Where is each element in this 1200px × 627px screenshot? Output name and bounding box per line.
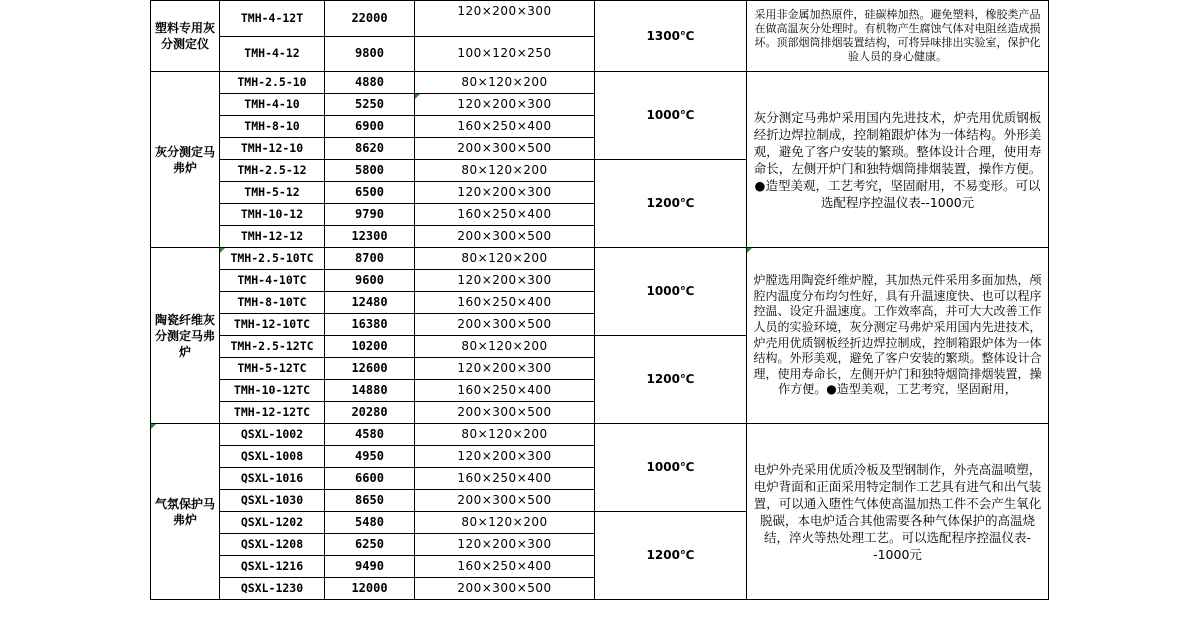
price-cell: 12480 bbox=[325, 292, 415, 314]
size-cell: 200×300×500 bbox=[415, 490, 595, 512]
size-cell: 80×120×200 bbox=[415, 248, 595, 270]
model-cell: TMH-2.5-10 bbox=[220, 72, 325, 94]
model-cell: QSXL-1002 bbox=[220, 424, 325, 446]
size-cell: 160×250×400 bbox=[415, 204, 595, 226]
size-cell: 120×200×300 bbox=[415, 182, 595, 204]
table-row bbox=[151, 1, 1049, 37]
size-cell: 120×200×300 bbox=[415, 1, 595, 37]
price-cell: 9490 bbox=[325, 556, 415, 578]
model-cell: QSXL-1016 bbox=[220, 468, 325, 490]
size-cell: 80×120×200 bbox=[415, 512, 595, 534]
price-cell: 22000 bbox=[325, 1, 415, 37]
category-cell: 陶瓷纤维灰分测定马弗炉 bbox=[151, 248, 220, 424]
price-cell: 5800 bbox=[325, 160, 415, 182]
size-cell: 120×200×300 bbox=[415, 446, 595, 468]
model-cell: TMH-12-12 bbox=[220, 226, 325, 248]
model-cell: QSXL-1216 bbox=[220, 556, 325, 578]
size-cell: 80×120×200 bbox=[415, 160, 595, 182]
size-cell: 200×300×500 bbox=[415, 402, 595, 424]
price-cell: 8700 bbox=[325, 248, 415, 270]
price-table-body bbox=[151, 1, 1049, 600]
price-cell: 6250 bbox=[325, 534, 415, 556]
temperature-cell: 1200℃ bbox=[595, 512, 747, 600]
model-cell: TMH-4-10TC bbox=[220, 270, 325, 292]
price-cell: 8650 bbox=[325, 490, 415, 512]
model-cell: TMH-4-10 bbox=[220, 94, 325, 116]
temperature-cell: 1200℃ bbox=[595, 160, 747, 248]
price-cell: 12000 bbox=[325, 578, 415, 600]
description-cell: 电炉外壳采用优质冷板及型钢制作，外壳高温喷塑，电炉背面和正面采用特定制作工艺具有进气和出气装置，可以通入堕性气体使高温加热工件不会产生氧化脱碳，本电炉适合其他需要各种气体保护的高温烧结，淬火等热处理工艺。可以选配程序控温仪表--1000元 bbox=[747, 424, 1049, 600]
price-cell: 8620 bbox=[325, 138, 415, 160]
price-cell: 12300 bbox=[325, 226, 415, 248]
temperature-cell: 1000℃ bbox=[595, 424, 747, 512]
price-cell: 9790 bbox=[325, 204, 415, 226]
size-cell: 120×200×300 bbox=[415, 534, 595, 556]
model-cell: QSXL-1030 bbox=[220, 490, 325, 512]
size-cell: 80×120×200 bbox=[415, 72, 595, 94]
model-cell: QSXL-1208 bbox=[220, 534, 325, 556]
model-cell: TMH-5-12TC bbox=[220, 358, 325, 380]
size-cell: 200×300×500 bbox=[415, 578, 595, 600]
price-cell: 9800 bbox=[325, 36, 415, 72]
price-cell: 14880 bbox=[325, 380, 415, 402]
model-cell: TMH-2.5-12TC bbox=[220, 336, 325, 358]
model-cell: TMH-12-12TC bbox=[220, 402, 325, 424]
size-cell: 120×200×300 bbox=[415, 358, 595, 380]
category-cell: 塑料专用灰分测定仪 bbox=[151, 1, 220, 72]
size-cell: 80×120×200 bbox=[415, 336, 595, 358]
category-cell: 气氛保护马弗炉 bbox=[151, 424, 220, 600]
description-cell: 灰分测定马弗炉采用国内先进技术，炉壳用优质钢板经折边焊拉制成，控制箱跟炉体为一体结构。外形美观，避免了客户安装的繁琐。整体设计合理，使用寿命长，左侧开炉门和独特烟筒排烟装置，操作方便。●造型美观，工艺考究，坚固耐用，不易变形。可以选配程序控温仪表--1000元 bbox=[747, 72, 1049, 248]
size-cell: 160×250×400 bbox=[415, 556, 595, 578]
model-cell: QSXL-1202 bbox=[220, 512, 325, 534]
price-cell: 16380 bbox=[325, 314, 415, 336]
size-cell: 100×120×250 bbox=[415, 36, 595, 72]
size-cell: 160×250×400 bbox=[415, 116, 595, 138]
category-cell: 灰分测定马弗炉 bbox=[151, 72, 220, 248]
table-row bbox=[151, 72, 1049, 94]
temperature-cell: 1200℃ bbox=[595, 336, 747, 424]
model-cell: TMH-5-12 bbox=[220, 182, 325, 204]
size-cell: 200×300×500 bbox=[415, 314, 595, 336]
price-cell: 4950 bbox=[325, 446, 415, 468]
size-cell: 200×300×500 bbox=[415, 138, 595, 160]
price-cell: 4880 bbox=[325, 72, 415, 94]
size-cell: 160×250×400 bbox=[415, 292, 595, 314]
model-cell: TMH-12-10 bbox=[220, 138, 325, 160]
model-cell: TMH-12-10TC bbox=[220, 314, 325, 336]
model-cell: TMH-4-12 bbox=[220, 36, 325, 72]
description-cell: 炉膛选用陶瓷纤维炉膛，其加热元件采用多面加热，颅腔内温度分布均匀性好，具有升温速度快、也可以程序控温、设定升温速度。工作效率高，并可大大改善工作人员的实验环境，灰分测定马弗炉采用国内先进技术，炉壳用优质钢板经折边焊拉制成，控制箱跟炉体为一体结构。外形美观，避免了客户安装的繁琐。整体设计合理，使用寿命长，左侧开炉门和独特烟筒排烟装置，操作方便。●造型美观，工艺考究，坚固耐用， bbox=[747, 248, 1049, 424]
model-cell: TMH-4-12T bbox=[220, 1, 325, 37]
temperature-cell: 1000℃ bbox=[595, 248, 747, 336]
temperature-cell: 1000℃ bbox=[595, 72, 747, 160]
price-cell: 5250 bbox=[325, 94, 415, 116]
model-cell: TMH-2.5-12 bbox=[220, 160, 325, 182]
price-cell: 6600 bbox=[325, 468, 415, 490]
size-cell: 160×250×400 bbox=[415, 380, 595, 402]
price-list-sheet bbox=[150, 0, 1050, 627]
table-row bbox=[151, 424, 1049, 446]
size-cell: 80×120×200 bbox=[415, 424, 595, 446]
model-cell: TMH-8-10 bbox=[220, 116, 325, 138]
price-table bbox=[150, 0, 1049, 600]
table-row bbox=[151, 248, 1049, 270]
model-cell: QSXL-1008 bbox=[220, 446, 325, 468]
size-cell: 120×200×300 bbox=[415, 270, 595, 292]
size-cell: 200×300×500 bbox=[415, 226, 595, 248]
model-cell: TMH-10-12 bbox=[220, 204, 325, 226]
model-cell: QSXL-1230 bbox=[220, 578, 325, 600]
model-cell: TMH-8-10TC bbox=[220, 292, 325, 314]
size-cell: 160×250×400 bbox=[415, 468, 595, 490]
price-cell: 5480 bbox=[325, 512, 415, 534]
description-cell: 采用非金属加热原件，硅碳棒加热。避免塑料，橡胶类产品在做高温灰分处理时。有机物产生腐蚀气体对电阻丝造成损坏。顶部烟筒排烟装置结构，可将异味排出实验室，保护化验人员的身心健康。 bbox=[747, 1, 1049, 72]
price-cell: 9600 bbox=[325, 270, 415, 292]
price-cell: 6500 bbox=[325, 182, 415, 204]
model-cell: TMH-10-12TC bbox=[220, 380, 325, 402]
model-cell: TMH-2.5-10TC bbox=[220, 248, 325, 270]
price-cell: 10200 bbox=[325, 336, 415, 358]
price-cell: 12600 bbox=[325, 358, 415, 380]
size-cell: 120×200×300 bbox=[415, 94, 595, 116]
price-cell: 20280 bbox=[325, 402, 415, 424]
price-cell: 4580 bbox=[325, 424, 415, 446]
temperature-cell: 1300℃ bbox=[595, 1, 747, 72]
price-cell: 6900 bbox=[325, 116, 415, 138]
